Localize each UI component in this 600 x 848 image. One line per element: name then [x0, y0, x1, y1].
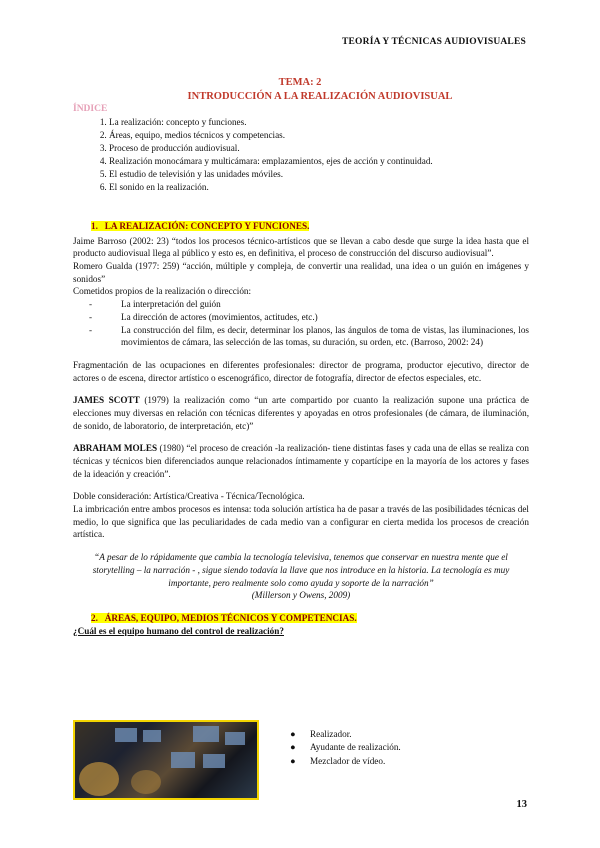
section-2-heading-highlight [91, 613, 357, 623]
index-item: 6. El sonido en la realización. [109, 181, 533, 194]
list-item: ● Mezclador de vídeo. [290, 755, 386, 766]
section-2-title: ÁREAS, EQUIPO, MEDIOS TÉCNICOS Y COMPETENCIAS. [104, 612, 357, 623]
section-2-question: ¿Cuál es el equipo humano del control de realización? [73, 625, 284, 636]
cometidos-list [73, 298, 529, 349]
author-scott: JAMES SCOTT [73, 395, 140, 406]
chapter-title: INTRODUCCIÓN A LA REALIZACIÓN AUDIOVISUAL [187, 91, 453, 103]
paragraph-barroso: Jaime Barroso (2002: 23) “todos los procesos técnico-artísticos que se llevan a cabo desde que surge la idea hasta que el producto audiovisual llega al público y esto es, en definitiva, el proceso de construcción del discurso audiovisual”. [73, 235, 529, 259]
list-item-text: La interpretación del guión [121, 299, 221, 310]
index-label: ÍNDICE [73, 104, 108, 114]
crew-list [290, 728, 401, 768]
list-item-text: La construcción del film, es decir, determinar los planos, las ángulos de toma de vistas, las iluminaciones, los movimientos de cámara, las selección de las tomas, su duración, su orden, etc. (Barroso, 2002: 24) [121, 324, 529, 348]
section-1-number: 1. [91, 221, 98, 231]
moles-text: (1980) “el proceso de creación -la realización- tiene distintas fases y cada una de ellas se realiza con técnicas y técnicos bien diferenciados aunque relacionados íntimamente y copartícipe en la mayoría de los actores y fases de la ideación y creación”. [73, 443, 529, 479]
section-2-number: 2. [91, 612, 98, 623]
running-header: TEORÍA Y TÉCNICAS AUDIOVISUALES [341, 37, 526, 47]
paragraph-moles [73, 442, 529, 480]
chapter-number: TEMA: 2 [278, 77, 322, 88]
index-item: 2. Áreas, equipo, medios técnicos y competencias. [109, 129, 533, 142]
index-item: 4. Realización monocámara y multicámara: emplazamientos, ejes de acción y continuidad. [109, 155, 533, 168]
table-of-contents [73, 103, 533, 194]
list-item: ● Realizador. [290, 729, 352, 739]
author-moles: ABRAHAM MOLES [73, 443, 158, 454]
section-2-heading [73, 612, 529, 625]
page-number: 13 [516, 799, 527, 810]
list-item: - La dirección de actores (movimientos, actitudes, etc.) [89, 311, 318, 322]
index-item: 1. La realización: concepto y funciones. [109, 116, 533, 129]
scott-text: (1979) la realización como “un arte compartido por cuanto la realización supone una práctica de elecciones muy diversas en relación con técnicas diferentes y apoyadas en otros profesionales (de cámara, de iluminación, de sonido, de laboratorio, de interpretación, etc)” [73, 395, 529, 431]
section-1-heading [73, 220, 529, 233]
paragraph-imbricacion: La imbricación entre ambos procesos es intensa: toda solución artística ha de pasar a través de las posibilidades técnicas del medio, lo que significa que las peculiaridades de cada medio van a configurar en cierta medida los procesos de creación artística. [73, 504, 529, 540]
list-item: - La construcción del film, es decir, determinar los planos, las ángulos de toma de vistas, las iluminaciones, los movimientos de cámara, las selección de las tomas, su duración, su orden, etc. (Barroso, 2002: 24) [89, 324, 529, 348]
quote-source: (Millerson y Owens, 2009) [251, 590, 351, 601]
index-item: 5. El estudio de televisión y las unidades móviles. [109, 168, 533, 181]
list-item-text: Realizador. [310, 729, 352, 739]
list-item-text: Mezclador de vídeo. [310, 755, 386, 766]
section-1-title: LA REALIZACIÓN: CONCEPTO Y FUNCIONES. [104, 221, 310, 231]
list-item-text: Ayudante de realización. [310, 742, 401, 753]
list-item: ● Ayudante de realización. [290, 742, 401, 753]
title-block [0, 76, 600, 105]
control-room-photo [73, 720, 259, 800]
paragraph-cometidos: Cometidos propios de la realización o dirección: [73, 286, 252, 297]
quote-text: “A pesar de lo rápidamente que cambia la tecnología televisiva, tenemos que conservar en nuestra mente que el storytelling – la narración - , sigue siendo todavía la llave que nos introduce en la historia. La tecnología es muy importante, pero realmente solo como ayuda y soporte de la narración” [92, 552, 510, 588]
paragraph-fragmentacion: Fragmentación de las ocupaciones en diferentes profesionales: director de programa, productor ejecutivo, director de actores o de escena, director artístico o escenográfico, director de fotografía, director de efectos especiales, etc. [73, 359, 529, 383]
body-content [73, 220, 529, 637]
section-1-heading-highlight [91, 221, 309, 231]
paragraph-romero: Romero Gualda (1977: 259) “acción, múltiple y compleja, de convertir una realidad, una idea o un guión en imágenes y sonidos” [73, 261, 529, 284]
list-item: - La interpretación del guión [89, 299, 221, 310]
paragraph-scott [73, 394, 529, 432]
index-item: 3. Proceso de producción audiovisual. [109, 142, 533, 155]
paragraph-doble: Doble consideración: Artística/Creativa - Técnica/Tecnológica. [73, 491, 305, 502]
list-item-text: La dirección de actores (movimientos, actitudes, etc.) [121, 311, 318, 322]
index-list [73, 116, 533, 194]
